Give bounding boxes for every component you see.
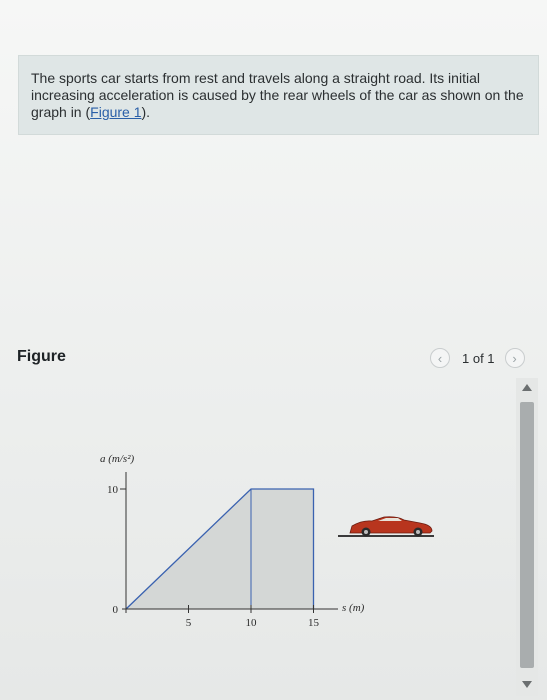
- x-tick-label: 5: [185, 617, 192, 629]
- chevron-left-icon[interactable]: ‹: [430, 348, 450, 368]
- problem-text-end: ).: [141, 104, 151, 120]
- page-count: 1 of 1: [462, 350, 495, 366]
- red-sports-car-icon: [338, 517, 434, 537]
- y-tick-label: 10: [107, 484, 118, 496]
- area-fill: [126, 489, 314, 609]
- x-axis-label: s (m): [342, 602, 365, 614]
- figure-link[interactable]: Figure 1: [90, 104, 142, 120]
- problem-text-start: The sports car starts from rest and travels along a straight road. Its initial increasing acceleration is caused by the rear wheels of the car as shown on the graph in (: [31, 70, 524, 120]
- figure-title: Figure: [17, 348, 66, 365]
- chart-layer: [100, 453, 365, 629]
- y-tick-label: 0: [112, 604, 118, 616]
- x-tick-label: 15: [308, 617, 319, 629]
- x-tick-label: 10: [245, 617, 257, 629]
- y-axis-label: a (m/s²): [100, 453, 135, 465]
- chevron-right-icon[interactable]: ›: [505, 348, 525, 368]
